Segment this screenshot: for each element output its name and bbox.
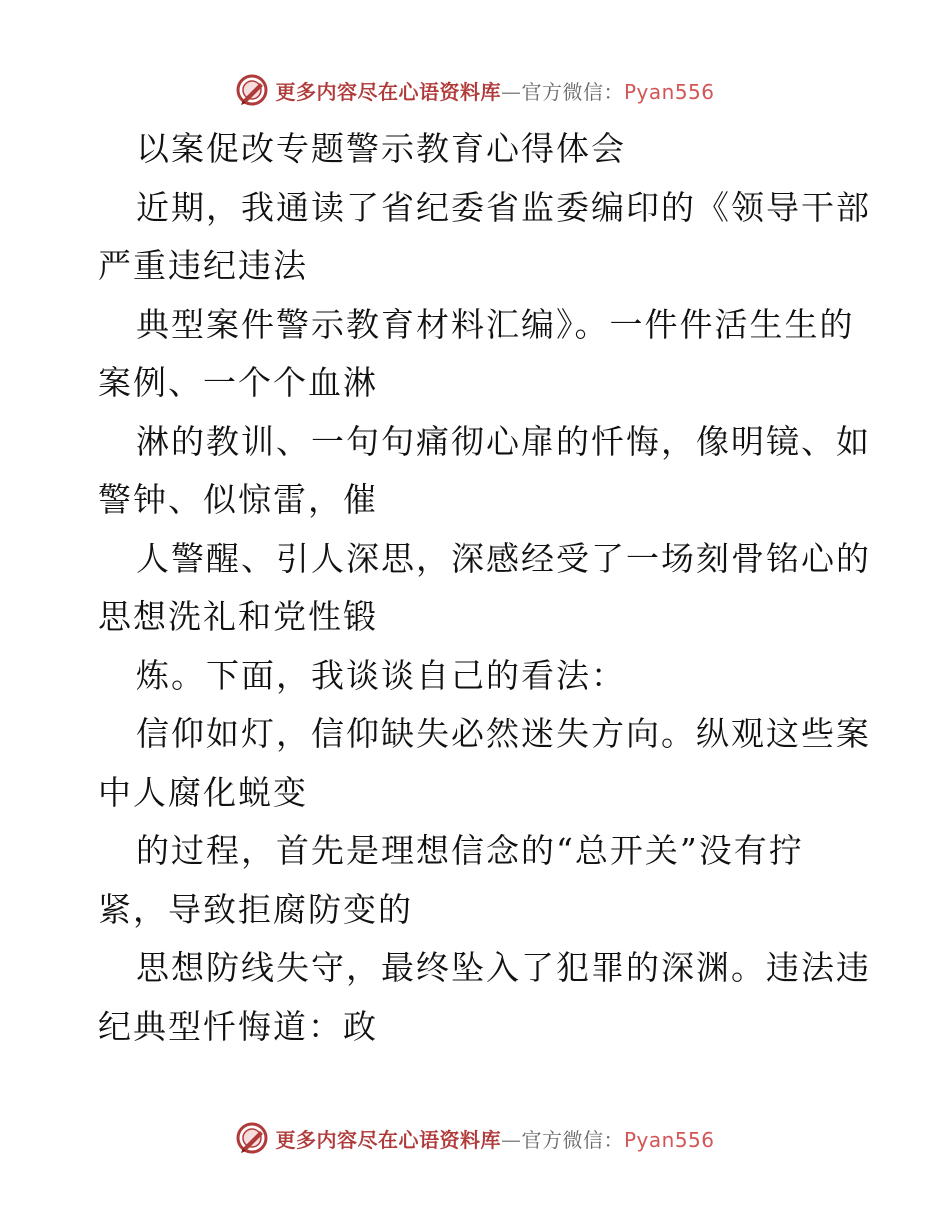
banner-dash: — — [500, 1127, 522, 1152]
banner-wechat-id: Pyan556 — [623, 79, 715, 104]
document-line: 纪典型忏悔道：政 — [98, 1006, 378, 1046]
document-line: 紧，导致拒腐防变的 — [98, 889, 413, 929]
document-body — [98, 120, 871, 1056]
header-banner-text — [275, 76, 714, 105]
document-line: 严重违纪违法 — [98, 246, 308, 285]
banner-site-name: 更多内容尽在心语资料库 — [275, 79, 501, 104]
document-line: 警钟、似惊雷，催 — [98, 480, 378, 519]
footer-banner-content — [235, 1121, 714, 1155]
document-line: 炼。下面，我谈谈自己的看法： — [136, 655, 626, 695]
red-pen-logo-icon — [235, 1121, 269, 1155]
document-line: 人警醒、引人深思，深感经受了一场刻骨铭心的 — [136, 538, 871, 578]
document-line: 以案促改专题警示教育心得体会 — [136, 129, 626, 168]
document-line: 淋的教训、一句句痛彻心扉的忏悔，像明镜、如 — [136, 421, 871, 461]
document-line: 的过程，首先是理想信念的“总开关”没有拧 — [136, 831, 804, 870]
banner-site-name: 更多内容尽在心语资料库 — [275, 1127, 501, 1152]
document-line: 近期，我通读了省纪委省监委编印的《领导干部 — [136, 187, 871, 227]
document-line: 信仰如灯，信仰缺失必然迷失方向。纵观这些案 — [136, 714, 871, 753]
red-pen-logo-icon — [235, 73, 269, 107]
header-banner-content — [235, 73, 714, 107]
document-line: 思想防线失守，最终坠入了犯罪的深渊。违法违 — [136, 948, 871, 987]
document-line: 案例、一个个血淋 — [98, 363, 378, 402]
banner-dash: — — [500, 79, 522, 104]
footer-banner-text — [275, 1124, 714, 1153]
document-line: 思想洗礼和党性锻 — [98, 597, 378, 636]
banner-wechat-id: Pyan556 — [623, 1127, 715, 1152]
document-line: 中人腐化蜕变 — [98, 772, 308, 812]
document-line: 典型案件警示教育材料汇编》。一件件活生生的 — [136, 304, 855, 344]
header-banner — [0, 70, 950, 110]
banner-wechat-label: 官方微信： — [521, 1127, 624, 1152]
banner-wechat-label: 官方微信： — [521, 79, 624, 104]
footer-banner — [0, 1118, 950, 1158]
